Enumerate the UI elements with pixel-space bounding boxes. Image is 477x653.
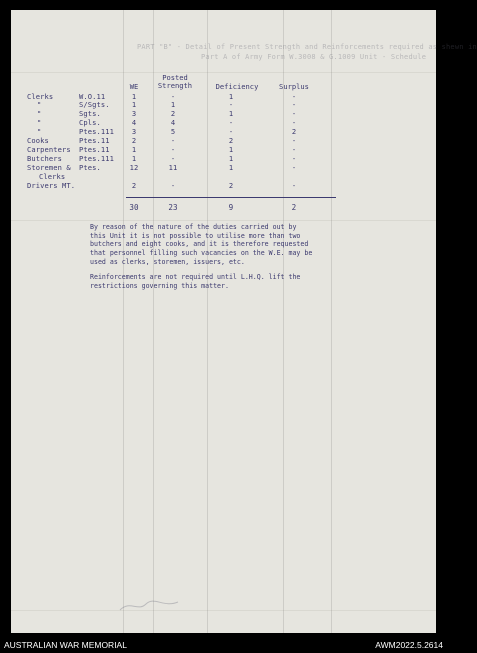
row-rank: Ptes. [79,163,101,172]
row-role: Cooks [27,136,49,145]
row-role: " [37,118,42,127]
total-posted: 23 [168,203,178,212]
faint-signature-mark [116,596,186,616]
row-surplus: - [291,154,297,163]
row-role: Clerks [27,92,54,101]
row-role: Drivers MT. [27,181,76,190]
row-posted: - [170,145,176,154]
row-surplus: - [291,118,297,127]
row-we: 12 [129,163,139,172]
row-posted: 1 [170,100,176,109]
row-role: " [37,109,42,118]
column-header-deficiency: Deficiency [215,82,259,91]
form-rule [11,610,436,611]
row-posted: - [170,154,176,163]
paragraph-duties: By reason of the nature of the duties carried out by this Unit it is not possible to utilise more than two butchers and eight cooks, and it is therefore requested that personnel filling such vacancies on the W.E. may be used as clerks, storemen, issuers, etc. [90,223,313,266]
row-surplus: - [291,145,297,154]
row-deficiency: - [228,118,234,127]
total-we: 30 [129,203,139,212]
row-rank: W.O.11 [79,92,106,101]
row-we: 1 [131,100,137,109]
form-rule [153,10,154,633]
row-surplus: - [291,181,297,190]
row-role: Carpenters [27,145,71,154]
document-page [11,10,477,633]
row-deficiency: 1 [228,92,234,101]
row-posted: 2 [170,109,176,118]
row-surplus: 2 [291,127,297,136]
column-header-surplus: Surplus [279,82,309,91]
row-role: " [37,100,42,109]
row-deficiency: 2 [228,181,234,190]
form-rule [207,10,208,633]
row-rank: Ptes.111 [79,154,114,163]
row-surplus: - [291,100,297,109]
row-we: 1 [131,145,137,154]
column-header-posted-strength: Posted Strength [157,73,193,90]
row-deficiency: - [228,100,234,109]
row-rank: Ptes.111 [79,127,114,136]
row-deficiency: 1 [228,154,234,163]
row-surplus: - [291,92,297,101]
row-role: Butchers [27,154,62,163]
row-rank: Ptes.11 [79,145,110,154]
ghost-heading-line1: PART "B" - Detail of Present Strength and Reinforcements required as shewn in [137,43,477,51]
row-deficiency: 1 [228,109,234,118]
form-rule [11,220,436,221]
row-we: 2 [131,136,137,145]
row-posted: 4 [170,118,176,127]
column-header-we: WE [129,82,139,91]
row-we: 4 [131,118,137,127]
row-rank: Ptes.11 [79,136,110,145]
row-surplus: - [291,136,297,145]
row-surplus: - [291,109,297,118]
row-posted: 11 [168,163,178,172]
row-deficiency: 1 [228,163,234,172]
row-posted: - [170,181,176,190]
row-rank: Sgts. [79,109,101,118]
row-deficiency: 1 [228,145,234,154]
row-we: 3 [131,109,137,118]
row-posted: - [170,136,176,145]
form-rule [11,72,436,73]
totals-underline [126,197,336,198]
row-role: Storemen & [27,163,71,172]
row-role: " [37,127,42,136]
row-rank: Cpls. [79,118,101,127]
row-we: 3 [131,127,137,136]
ghost-heading-line2: Part A of Army Form W.3008 & G.1009 Unit - Schedule [201,53,427,61]
footer-accession-number: AWM2022.5.2614 [375,640,443,650]
row-deficiency: 2 [228,136,234,145]
footer-institution: AUSTRALIAN WAR MEMORIAL [4,640,127,650]
row-posted: 5 [170,127,176,136]
row-deficiency: - [228,127,234,136]
row-rank: S/Sgts. [79,100,110,109]
row-role: Clerks [39,172,66,181]
row-posted: - [170,92,176,101]
total-deficiency: 9 [228,203,234,212]
form-rule [331,10,332,633]
row-surplus: - [291,163,297,172]
paragraph-reinforcements: Reinforcements are not required until L.H.Q. lift the restrictions governing this matter. [90,273,301,290]
row-we: 1 [131,154,137,163]
row-we: 1 [131,92,137,101]
total-surplus: 2 [291,203,297,212]
row-we: 2 [131,181,137,190]
